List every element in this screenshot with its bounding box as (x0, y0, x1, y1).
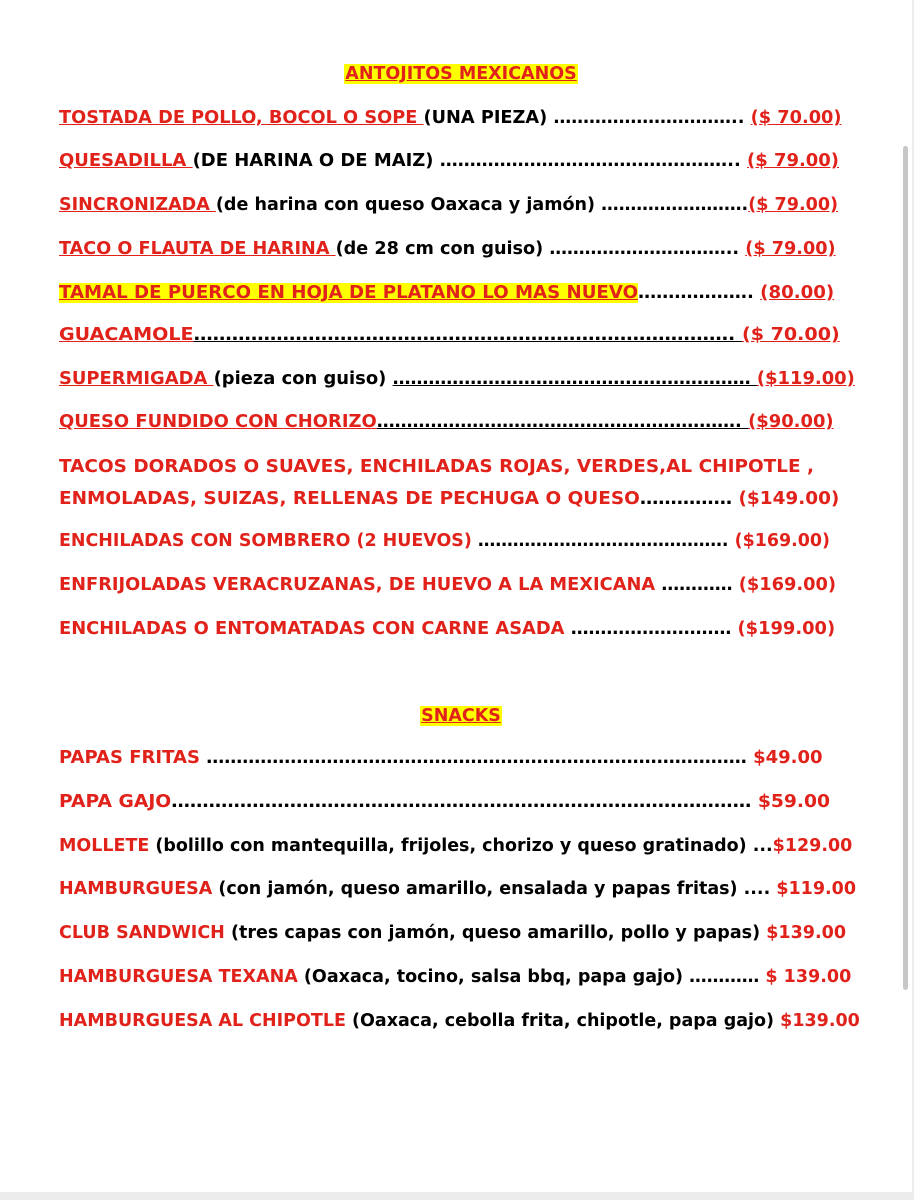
item-name: ENCHILADAS O ENTOMATADAS CON CARNE ASADA (59, 619, 571, 639)
item-name: MOLLETE (59, 836, 156, 856)
menu-item (59, 965, 851, 989)
item-desc: (de 28 cm con guiso) (335, 239, 550, 259)
item-name: HAMBURGUESA (59, 879, 219, 899)
item-name: SINCRONIZADA (59, 195, 216, 215)
item-dots: ……………………. (601, 195, 749, 215)
item-name: ENCHILADAS CON SOMBRERO (2 HUEVOS) (59, 531, 478, 551)
item-desc: (con jamón, queso amarillo, ensalada y papas fritas) (218, 879, 744, 899)
item-price: $129.00 (772, 836, 853, 856)
item-name: TAMAL DE PUERCO EN HOJA DE PLATANO LO MAS NUEVO (59, 283, 639, 303)
item-desc: (Oaxaca, tocino, salsa bbq, papa gajo) (303, 967, 690, 987)
item-price: $139.00 (780, 1011, 860, 1031)
item-price: ($149.00) (738, 489, 840, 509)
item-price: ($ 79.00) (748, 195, 839, 215)
menu-item (59, 834, 852, 858)
menu-item (59, 193, 838, 217)
item-name: TOSTADA DE POLLO, BOCOL O SOPE (59, 108, 424, 128)
item-price: ($ 70.00) (741, 325, 840, 345)
item-price: ($169.00) (738, 575, 837, 595)
item-name: QUESO FUNDIDO CON CHORIZO (59, 412, 377, 432)
item-dots: ……………………………………. (477, 531, 735, 551)
section-title-snacks: SNACKS (421, 706, 501, 726)
scrollbar[interactable] (903, 146, 908, 990)
item-price: ($119.00) (756, 369, 855, 389)
item-price: $ 139.00 (765, 967, 852, 987)
menu-item (59, 237, 836, 261)
item-dots: …………………………………………………… (392, 369, 757, 389)
menu-item (59, 529, 830, 553)
item-desc: (de harina con queso Oaxaca y jamón) (215, 195, 602, 215)
item-desc: (Oaxaca, cebolla frita, chipotle, papa gajo) (352, 1011, 781, 1031)
menu-item (59, 323, 840, 347)
item-desc: (bolillo con mantequilla, frijoles, chorizo y queso gratinado) (155, 836, 753, 856)
item-desc: (UNA PIEZA) (423, 108, 554, 128)
item-name: QUESADILLA (59, 151, 193, 171)
item-name: GUACAMOLE (59, 325, 194, 345)
item-name: TACO O FLAUTA DE HARINA (59, 239, 336, 259)
item-dots: ………………………….. (549, 239, 746, 259)
item-price: ($ 70.00) (750, 108, 842, 128)
menu-item (59, 617, 835, 641)
menu-item (59, 790, 830, 814)
item-name: TACOS DORADOS O SUAVES, ENCHILADAS ROJAS, VERDES,AL CHIPOTLE , (59, 457, 815, 477)
item-desc: (tres capas con jamón, queso amarillo, pollo y papas) (230, 923, 767, 943)
item-desc: (DE HARINA O DE MAIZ) (192, 151, 440, 171)
item-name: PAPA GAJO (59, 792, 172, 812)
item-price: ($199.00) (737, 619, 836, 639)
item-price: $59.00 (757, 792, 831, 812)
menu-item (59, 410, 834, 434)
item-dots: ………… (689, 967, 766, 987)
item-price: ($169.00) (734, 531, 830, 551)
item-dots: .... (743, 879, 777, 899)
item-dots: ……………………………………………………. (376, 412, 749, 432)
item-desc: (pieza con guiso) (213, 369, 393, 389)
item-name: ENFRIJOLADAS VERACRUZANAS, DE HUEVO A LA MEXICANA (59, 575, 662, 595)
item-dots: ………………………….. (553, 108, 751, 128)
item-dots: ………………. (638, 283, 761, 303)
item-price: ($ 79.00) (747, 151, 840, 171)
item-price: $119.00 (776, 879, 857, 899)
item-dots: ………………………………………….. (439, 151, 748, 171)
item-dots: ……………………… (570, 619, 738, 639)
item-name: SUPERMIGADA (59, 369, 214, 389)
item-price: (80.00) (760, 283, 835, 303)
item-dots: ……………………………………………………………………………… (206, 748, 754, 768)
item-dots: ………… (661, 575, 739, 595)
item-price: ($ 79.00) (745, 239, 836, 259)
item-name: HAMBURGUESA AL CHIPOTLE (59, 1011, 353, 1031)
item-price: $139.00 (766, 923, 847, 943)
item-dots: …………… (639, 489, 739, 509)
menu-item (59, 149, 839, 173)
menu-item-two-line (59, 455, 839, 511)
item-name: HAMBURGUESA TEXANA (59, 967, 304, 987)
menu-item (59, 281, 834, 305)
item-name: PAPAS FRITAS (59, 748, 207, 768)
menu-item (59, 746, 823, 770)
item-price: ($90.00) (748, 412, 834, 432)
menu-item (59, 106, 842, 130)
menu-item (59, 877, 856, 901)
menu-item (59, 1009, 860, 1033)
menu-item (59, 921, 846, 945)
item-dots: ………………………………………………………………………………… (171, 792, 758, 812)
item-dots: ... (752, 836, 773, 856)
item-dots: …………………………………………………………………………. (193, 325, 742, 345)
menu-item (59, 367, 855, 391)
item-price: $49.00 (753, 748, 823, 768)
menu-item (59, 573, 836, 597)
item-name: CLUB SANDWICH (59, 923, 231, 943)
item-name-line-2: ENMOLADAS, SUIZAS, RELLENAS DE PECHUGA O QUESO (59, 489, 640, 509)
section-title-antojitos: ANTOJITOS MEXICANOS (345, 64, 577, 84)
